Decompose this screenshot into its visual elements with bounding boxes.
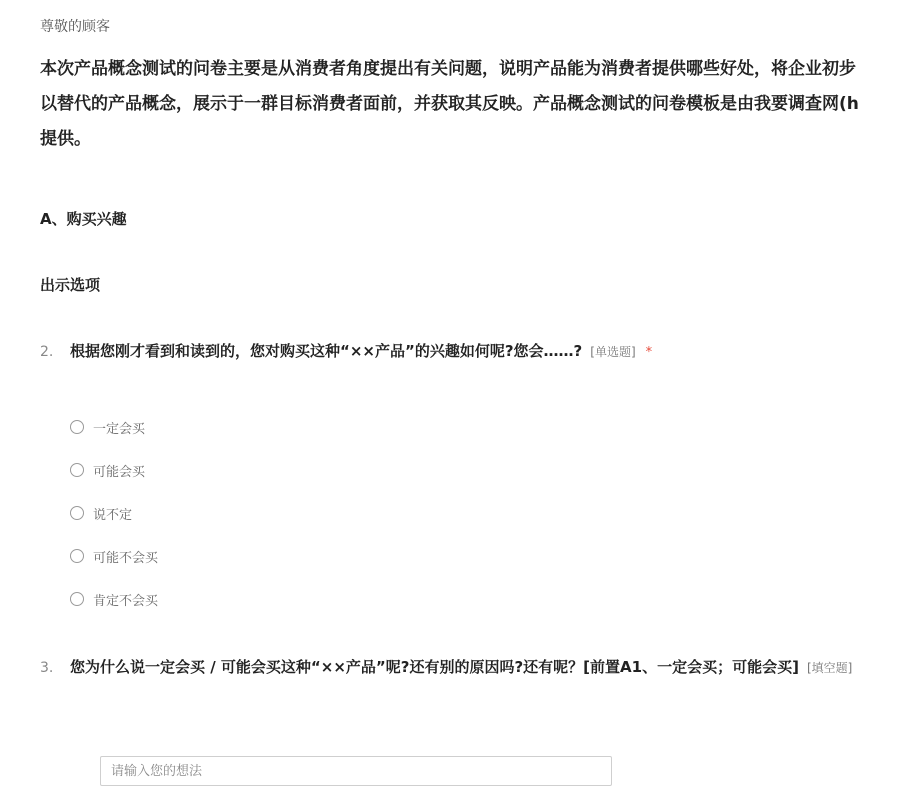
radio-option-label: 肯定不会买 — [93, 594, 159, 609]
question-number: 2. — [40, 344, 54, 360]
answer-text-input[interactable] — [100, 756, 612, 786]
radio-option-probably-not-buy[interactable] — [70, 537, 158, 580]
radio-circle-icon[interactable] — [70, 463, 84, 477]
question-2 — [40, 340, 652, 361]
question-number: 3. — [40, 660, 54, 676]
radio-option-label: 一定会买 — [93, 422, 146, 437]
radio-option-label: 可能会买 — [93, 465, 146, 480]
question-3 — [40, 656, 852, 677]
greeting-text: 尊敬的顾客 — [40, 19, 110, 35]
radio-option-definitely-not-buy[interactable] — [70, 580, 158, 623]
intro-line: 以替代的产品概念，展示于一群目标消费者面前，并获取其反映。产品概念测试的问卷模板是由我要调查网(h — [40, 94, 859, 114]
section-title: A、购买兴趣 — [40, 210, 127, 228]
show-options-label: 出示选项 — [40, 276, 101, 294]
intro-line: 本次产品概念测试的问卷主要是从消费者角度提出有关问题，说明产品能为消费者提供哪些好处，将企业初步 — [40, 59, 856, 79]
radio-circle-icon[interactable] — [70, 592, 84, 606]
required-asterisk: * — [645, 345, 653, 360]
radio-option-label: 可能不会买 — [93, 551, 159, 566]
radio-group — [70, 408, 158, 623]
radio-circle-icon[interactable] — [70, 506, 84, 520]
radio-option-not-sure[interactable] — [70, 494, 158, 537]
question-text: 根据您刚才看到和读到的，您对购买这种“××产品”的兴趣如何呢?您会……? — [70, 342, 583, 360]
radio-option-probably-buy[interactable] — [70, 451, 158, 494]
question-type-tag: [单选题] — [590, 345, 636, 359]
radio-option-label: 说不定 — [93, 508, 133, 523]
radio-option-definitely-buy[interactable] — [70, 408, 158, 451]
radio-circle-icon[interactable] — [70, 420, 84, 434]
question-type-tag: [填空题] — [806, 661, 853, 675]
intro-line: 提供。 — [40, 129, 91, 149]
intro-paragraph — [40, 52, 859, 157]
radio-circle-icon[interactable] — [70, 549, 84, 563]
question-text: 您为什么说一定会买 / 可能会买这种“××产品”呢?还有别的原因吗?还有呢？[前置A1、一定会买；可能会买] — [70, 658, 799, 676]
